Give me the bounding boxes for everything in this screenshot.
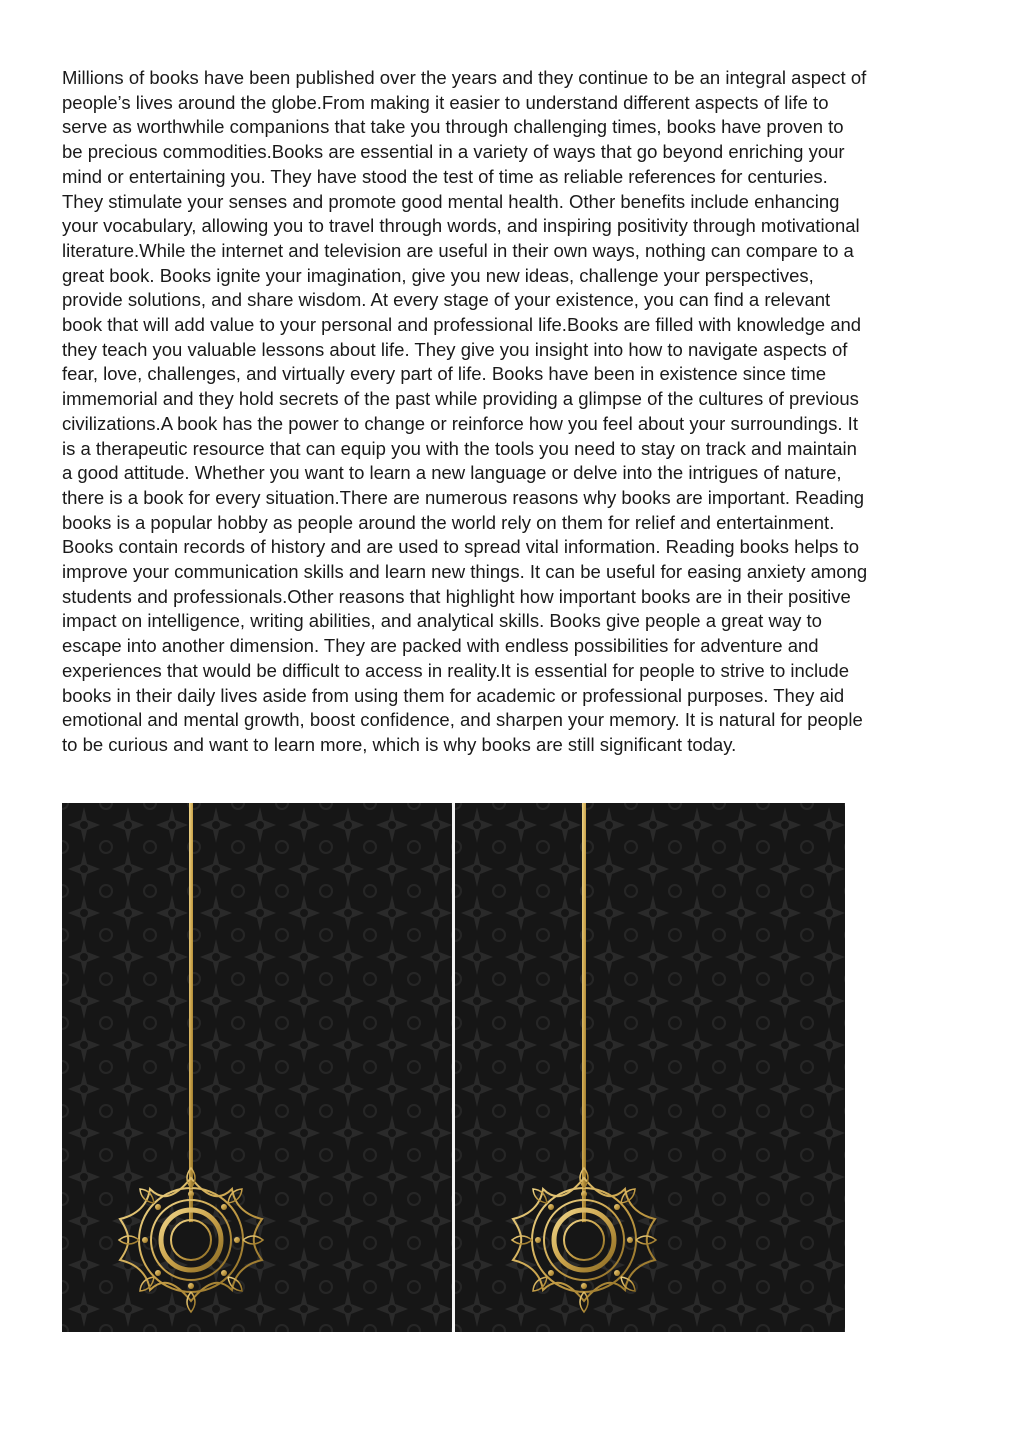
body-paragraph: Millions of books have been published over the years and they continue to be an integral aspect of people’s lives around the globe.From making it easier to understand different aspects of life to serve as worthwhile companions that take you through challenging times, books have proven to be precious commodities.Books are essential in a variety of ways that go beyond enriching your mind or entertaining you. They have stood the test of time as reliable references for centuries. They stimulate your senses and promote good mental health. Other benefits include enhancing your vocabulary, allowing you to travel through words, and inspiring positivity through motivational literature.While the internet and television are useful in their own ways, nothing can compare to a great book. Books ignite your imagination, give you new ideas, challenge your perspectives, provide solutions, and share wisdom. At every stage of your existence, you can find a relevant book that will add value to your personal and professional life.Books are filled with knowledge and they teach you valuable lessons about life. They give you insight into how to navigate aspects of fear, love, challenges, and virtually every part of life. Books have been in existence since time immemorial and they hold secrets of the past while providing a glimpse of the cultures of previous civilizations.A book has the power to change or reinforce how you feel about your surroundings. It is a therapeutic resource that can equip you with the tools you need to stay on track and maintain a good attitude. Whether you want to learn a new language or delve into the intrigues of nature, there is a book for every situation.There are numerous reasons why books are important. Reading books is a popular hobby as people around the world rely on them for relief and entertainment. Books contain records of history and are used to spread vital information. Reading books helps to improve your communication skills and learn new things. It can be useful for easing anxiety among students and professionals.Other reasons that highlight how important books are in their positive impact on intelligence, writing abilities, and analytical skills. Books give people a great way to escape into another dimension. They are packed with endless possibilities for adventure and experiences that would be difficult to access in reality.It is essential for people to strive to include books in their daily lives aside from using them for academic or professional purposes. They aid emotional and mental growth, boost confidence, and sharpen your memory. It is natural for people to be curious and want to learn more, which is why books are still significant today. <box>62 67 868 755</box>
book-cover-figure <box>62 803 845 1332</box>
book-cover-panel-right <box>455 803 845 1332</box>
gold-mandala-cover-icon <box>455 803 845 1332</box>
book-cover-panel-left <box>62 803 452 1332</box>
gold-mandala-cover-icon <box>62 803 452 1332</box>
